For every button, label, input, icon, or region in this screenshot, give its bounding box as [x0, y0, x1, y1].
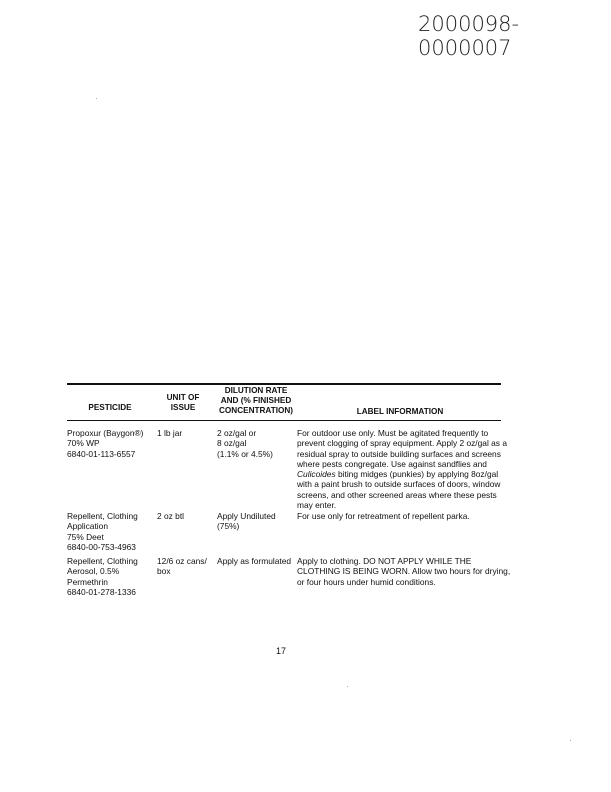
cell-line: 12/6 oz cans/: [157, 556, 207, 566]
cell-line: prevent clogging of spray equipment. Apply 2 oz/gal as a: [297, 438, 507, 449]
header-line: DILUTION RATE: [224, 386, 288, 395]
table-top-rule: [67, 383, 501, 385]
cell-line: or four hours under humid conditions.: [297, 576, 436, 587]
table-cell-unit: [157, 428, 182, 438]
cell-line: may enter.: [297, 500, 337, 511]
table-cell-pesticide: [67, 556, 138, 597]
cell-line: For use only for retreatment of repellent parka.: [297, 511, 470, 521]
header-unit-of-issue: [153, 393, 213, 413]
table-header-rule: [67, 420, 501, 421]
cell-line: 70% WP: [67, 438, 100, 449]
header-pesticide: PESTICIDE: [88, 403, 132, 412]
cell-line: 1 lb jar: [157, 428, 183, 438]
cell-line: 75% Deet: [67, 531, 104, 542]
table-cell-label: [297, 428, 507, 510]
cell-line: (1.1% or 4.5%): [217, 448, 273, 459]
page-number: 17: [276, 646, 287, 656]
header-line: ISSUE: [170, 403, 196, 412]
table-cell-label: [297, 511, 470, 521]
cell-line: screens, and other screened areas where these pests: [297, 489, 497, 500]
cell-line: 6840-01-113-6557: [67, 448, 136, 459]
table-cell-dilution: [217, 511, 276, 532]
cell-line: 2 oz/gal or: [217, 428, 257, 438]
cell-line: 2 oz btl: [157, 511, 185, 521]
cell-line: Application: [67, 521, 108, 532]
header-dilution-rate: [212, 386, 300, 416]
header-line: UNIT OF: [166, 393, 200, 402]
scan-speck: [96, 98, 97, 99]
header-label-information: LABEL INFORMATION: [356, 407, 444, 416]
cell-line: residual spray to outside building surfaces and screens: [297, 448, 501, 459]
table-cell-label: [297, 556, 510, 587]
cell-line: Apply Undiluted: [217, 511, 276, 521]
table-cell-pesticide: [67, 511, 138, 552]
cell-line: 8 oz/gal: [217, 438, 247, 449]
cell-line: 6840-01-278-1336: [67, 586, 136, 597]
cell-line: box: [157, 566, 171, 577]
header-line: CONCENTRATION): [219, 406, 293, 415]
cell-line: Apply to clothing. DO NOT APPLY WHILE THE: [297, 556, 472, 566]
cell-line: CLOTHING IS BEING WORN. Allow two hours for drying,: [297, 566, 511, 577]
cell-line: Repellent, Clothing: [67, 556, 138, 566]
handwritten-document-number: 2000098-0000007: [418, 12, 520, 60]
cell-line: where pests congregate. Use against sandflies and: [297, 458, 487, 469]
cell-line: Apply as formulated: [217, 556, 292, 566]
scan-speck: [570, 740, 571, 741]
cell-line: Propoxur (Baygon®): [67, 428, 144, 438]
table-cell-pesticide: [67, 428, 143, 459]
cell-line: For outdoor use only. Must be agitated frequently to: [297, 428, 489, 438]
table-cell-unit: [157, 511, 184, 521]
cell-line: Repellent, Clothing: [67, 511, 138, 521]
cell-line: Culicoides biting midges (punkies) by applying 8oz/gal: [297, 469, 499, 480]
cell-line: Aerosol, 0.5%: [67, 566, 120, 577]
header-line: AND (% FINISHED: [220, 396, 292, 405]
cell-line: Permethrin: [67, 576, 108, 587]
cell-line: (75%): [217, 521, 240, 532]
cell-line: 6840-00-753-4963: [67, 541, 136, 552]
table-cell-unit: [157, 556, 207, 577]
scan-speck: [347, 686, 348, 687]
table-cell-dilution: [217, 556, 291, 566]
cell-line: with a paint brush to outside surfaces of doors, window: [297, 479, 501, 490]
table-cell-dilution: [217, 428, 273, 459]
